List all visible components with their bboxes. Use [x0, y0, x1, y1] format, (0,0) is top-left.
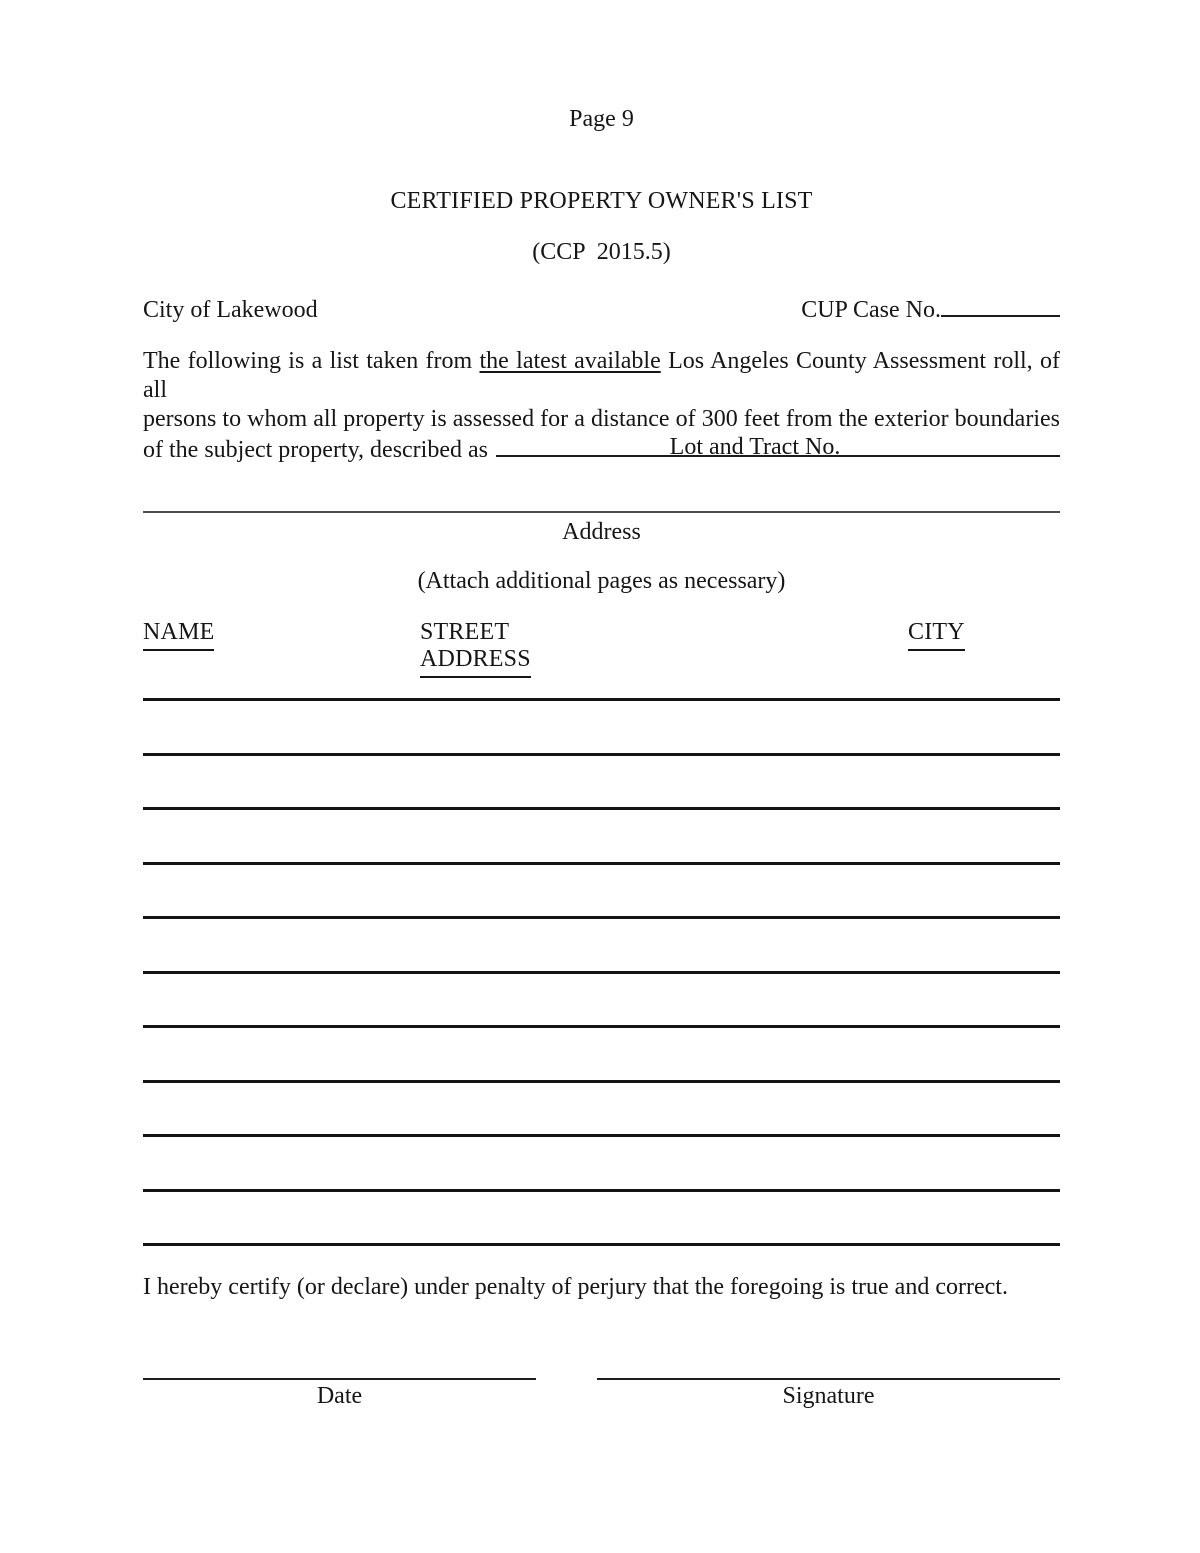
address-blank-line: [143, 511, 1060, 513]
signature-caption: Signature: [782, 1383, 875, 1409]
owner-entry-blank-line: [143, 807, 1060, 810]
cup-case-label: CUP Case No.: [801, 297, 941, 323]
city-label: City of Lakewood: [143, 297, 318, 323]
date-blank-line: [143, 1378, 536, 1380]
cup-case-group: [801, 293, 1060, 324]
intro-paragraph-line-1: [143, 347, 1060, 405]
column-header-city: CITY: [908, 619, 965, 651]
owner-entry-blank-line: [143, 698, 1060, 701]
intro-text-after: Los Angeles County Assessment roll, of all: [143, 348, 1060, 403]
cup-case-blank-field: [941, 293, 1060, 317]
owner-list: [143, 698, 1060, 1298]
attach-pages-note: (Attach additional pages as necessary): [417, 568, 786, 594]
owner-entry-blank-line: [143, 1189, 1060, 1192]
signature-blank-line: [597, 1378, 1060, 1380]
page-number: Page 9: [569, 106, 634, 132]
owner-entry-blank-line: [143, 1134, 1060, 1137]
intro-paragraph-line-2: [143, 405, 1060, 434]
owner-entry-blank-line: [143, 916, 1060, 919]
owner-entry-blank-line: [143, 1080, 1060, 1083]
intro-text-before: The following is a list taken from: [143, 348, 480, 374]
date-caption: Date: [316, 1383, 363, 1409]
owner-entry-blank-line: [143, 971, 1060, 974]
column-header-name: NAME: [143, 619, 214, 651]
city-case-row: [143, 293, 1060, 324]
document-title: CERTIFIED PROPERTY OWNER'S LIST: [390, 188, 813, 214]
owner-entry-blank-line: [143, 1243, 1060, 1246]
owner-entry-blank-line: [143, 862, 1060, 865]
owner-entry-blank-line: [143, 753, 1060, 756]
column-header-street-address: STREET ADDRESS: [420, 619, 531, 678]
intro-text-underlined: the latest available: [479, 348, 661, 374]
owner-entry-blank-line: [143, 1025, 1060, 1028]
described-as-label: of the subject property, described as: [143, 437, 488, 464]
intro-text-line2: persons to whom all property is assessed for a distance of 300 feet from the exterior boundaries: [143, 405, 1060, 432]
address-caption: Address: [562, 519, 641, 545]
lot-and-tract-caption: Lot and Tract No.: [669, 434, 841, 460]
document-subtitle: (CCP 2015.5): [532, 239, 671, 265]
certification-statement: I hereby certify (or declare) under penalty of perjury that the foregoing is true and correct.: [143, 1274, 1008, 1300]
